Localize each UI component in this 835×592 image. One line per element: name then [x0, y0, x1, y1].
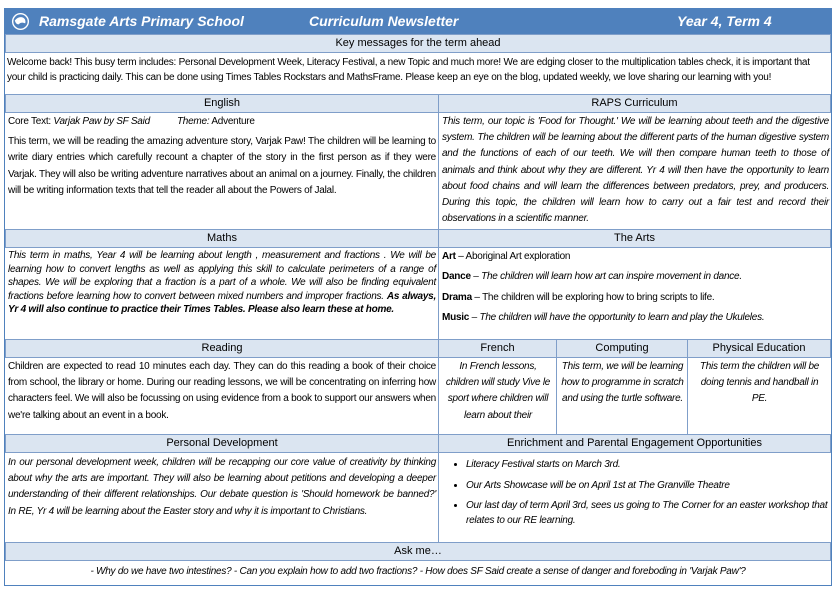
reading-heading: Reading [5, 339, 439, 358]
maths-times-tables: As always, Yr 4 will also continue to practice their Times Tables. Please also learn these at home. [8, 290, 436, 316]
arts-item: Art – Aboriginal Art exploration [442, 251, 571, 262]
arts-item: Dance – The children will learn how art can inspire movement in dance. [442, 271, 742, 283]
key-messages-heading: Key messages for the term ahead [5, 34, 831, 53]
enrichment-list [442, 457, 829, 528]
raps-text: This term, our topic is 'Food for Thought.' We will be learning about teeth and the digestive system. The children will be learning about the different parts of the human digestive system and the functions of each of our teeth. We will then compare human teeth to those of animals and think about why they are different. Yr 4 will then have the opportunity to learn about food chains and will learn the differences between predators, prey, and producers. During this topic, the children will learn how to carry out a fair test and record their observations in a scientific manner. [442, 116, 829, 225]
globe-logo-icon [11, 12, 30, 31]
maths-text: This term in maths, Year 4 will be learning about length , measurement and fractions . We will be learning how to convert lengths as well as applying this skill to calculate perimeters of a range of shapes. We will be exploring that a fraction is a part of a whole. We will also be finding equivalent fractions before learning how to convert between mixed numbers and improper fractions. [8, 250, 436, 302]
core-text-title: Varjak Paw by SF Said [53, 116, 150, 127]
newsletter-title: Curriculum Newsletter [309, 13, 459, 29]
grid-line [687, 339, 688, 434]
grid-line [5, 94, 831, 95]
school-name: Ramsgate Arts Primary School [39, 13, 244, 29]
arts-item: Music – The children will have the opportunity to learn and play the Ukuleles. [442, 311, 765, 323]
ask-me-heading: Ask me… [5, 542, 831, 561]
ask-me-questions: - Why do we have two intestines? - Can you explain how to add two fractions? - How does SF Said create a sense of danger and foreboding in 'Varjak Paw'? [90, 566, 746, 577]
title-banner [5, 9, 831, 34]
personal-development-text: In our personal development week, children will be recapping our core value of creativity by thinking about why the arts are important. They will also be learning about petitions and developing a deeper understanding of their different relationships. Our debate question is 'Should homework be banned?' In RE, Yr 4 will be learning about the Easter story and why it is important to Christians. [8, 457, 436, 517]
newsletter-page [4, 8, 832, 586]
maths-section [6, 249, 438, 339]
key-messages-text: Welcome back! This busy term includes: Personal Development Week, Literacy Festival, a new Topic and much more! We are edging closer to the multiplication tables check, it is important that your child is practicing daily. This can be done using Times Tables Rockstars and MathsFrame. Please keep an eye on the blog, updated weekly, we love sharing our learning with you! [7, 57, 810, 83]
theme-value: Adventure [211, 116, 255, 127]
arts-item: Drama – The children will be exploring how to bring scripts to life. [442, 291, 715, 303]
french-text: In French lessons, children will study Vive le sport where children will learn about their [445, 361, 551, 421]
theme-label: Theme: [176, 116, 210, 127]
core-text-label: Core Text: [8, 116, 51, 127]
enrichment-heading: Enrichment and Parental Engagement Opportunities [438, 434, 831, 453]
grid-line [438, 94, 439, 542]
term-label: Year 4, Term 4 [677, 13, 772, 29]
arts-section [440, 249, 831, 339]
grid-line [556, 339, 557, 434]
french-heading: French [438, 339, 557, 358]
arts-heading: The Arts [438, 229, 831, 248]
computing-heading: Computing [556, 339, 688, 358]
english-heading: English [5, 94, 439, 113]
enrichment-item: • Our Arts Showcase will be on April 1st at The Granville Theatre [466, 478, 829, 493]
enrichment-section [440, 457, 831, 541]
enrichment-item: • Our last day of term April 3rd, sees us going to The Corner for an easter workshop that relates to our RE learning. [466, 498, 829, 528]
personal-development-heading: Personal Development [5, 434, 439, 453]
enrichment-item: • Literacy Festival starts on March 3rd. [466, 457, 829, 472]
raps-heading: RAPS Curriculum [438, 94, 831, 113]
english-text: This term, we will be reading the amazing adventure story, Varjak Paw! The children will be learning to write diary entries which carefully recount a chapter of the story in the first person as if they were Varjak. They will also be writing adventure narratives about an animal on a journey. Finally, the children will be writing information texts that tell the reader all about the Powers of Jalal. [8, 136, 436, 196]
pe-text: This term the children will be doing tennis and handball in PE. [699, 361, 820, 405]
maths-heading: Maths [5, 229, 439, 248]
pe-heading: Physical Education [687, 339, 831, 358]
english-section [6, 114, 438, 229]
computing-text: This term, we will be learning how to programme in scratch and using the turtle software. [561, 361, 684, 405]
reading-text: Children are expected to read 10 minutes each day. They can do this reading a book of their choice from school, the library or home. During our reading lessons, we will be concentrating on inferring how characters feel. We will also be focussing on using evidence from a book to support our answers when we're talking about an event in a book. [8, 361, 436, 421]
